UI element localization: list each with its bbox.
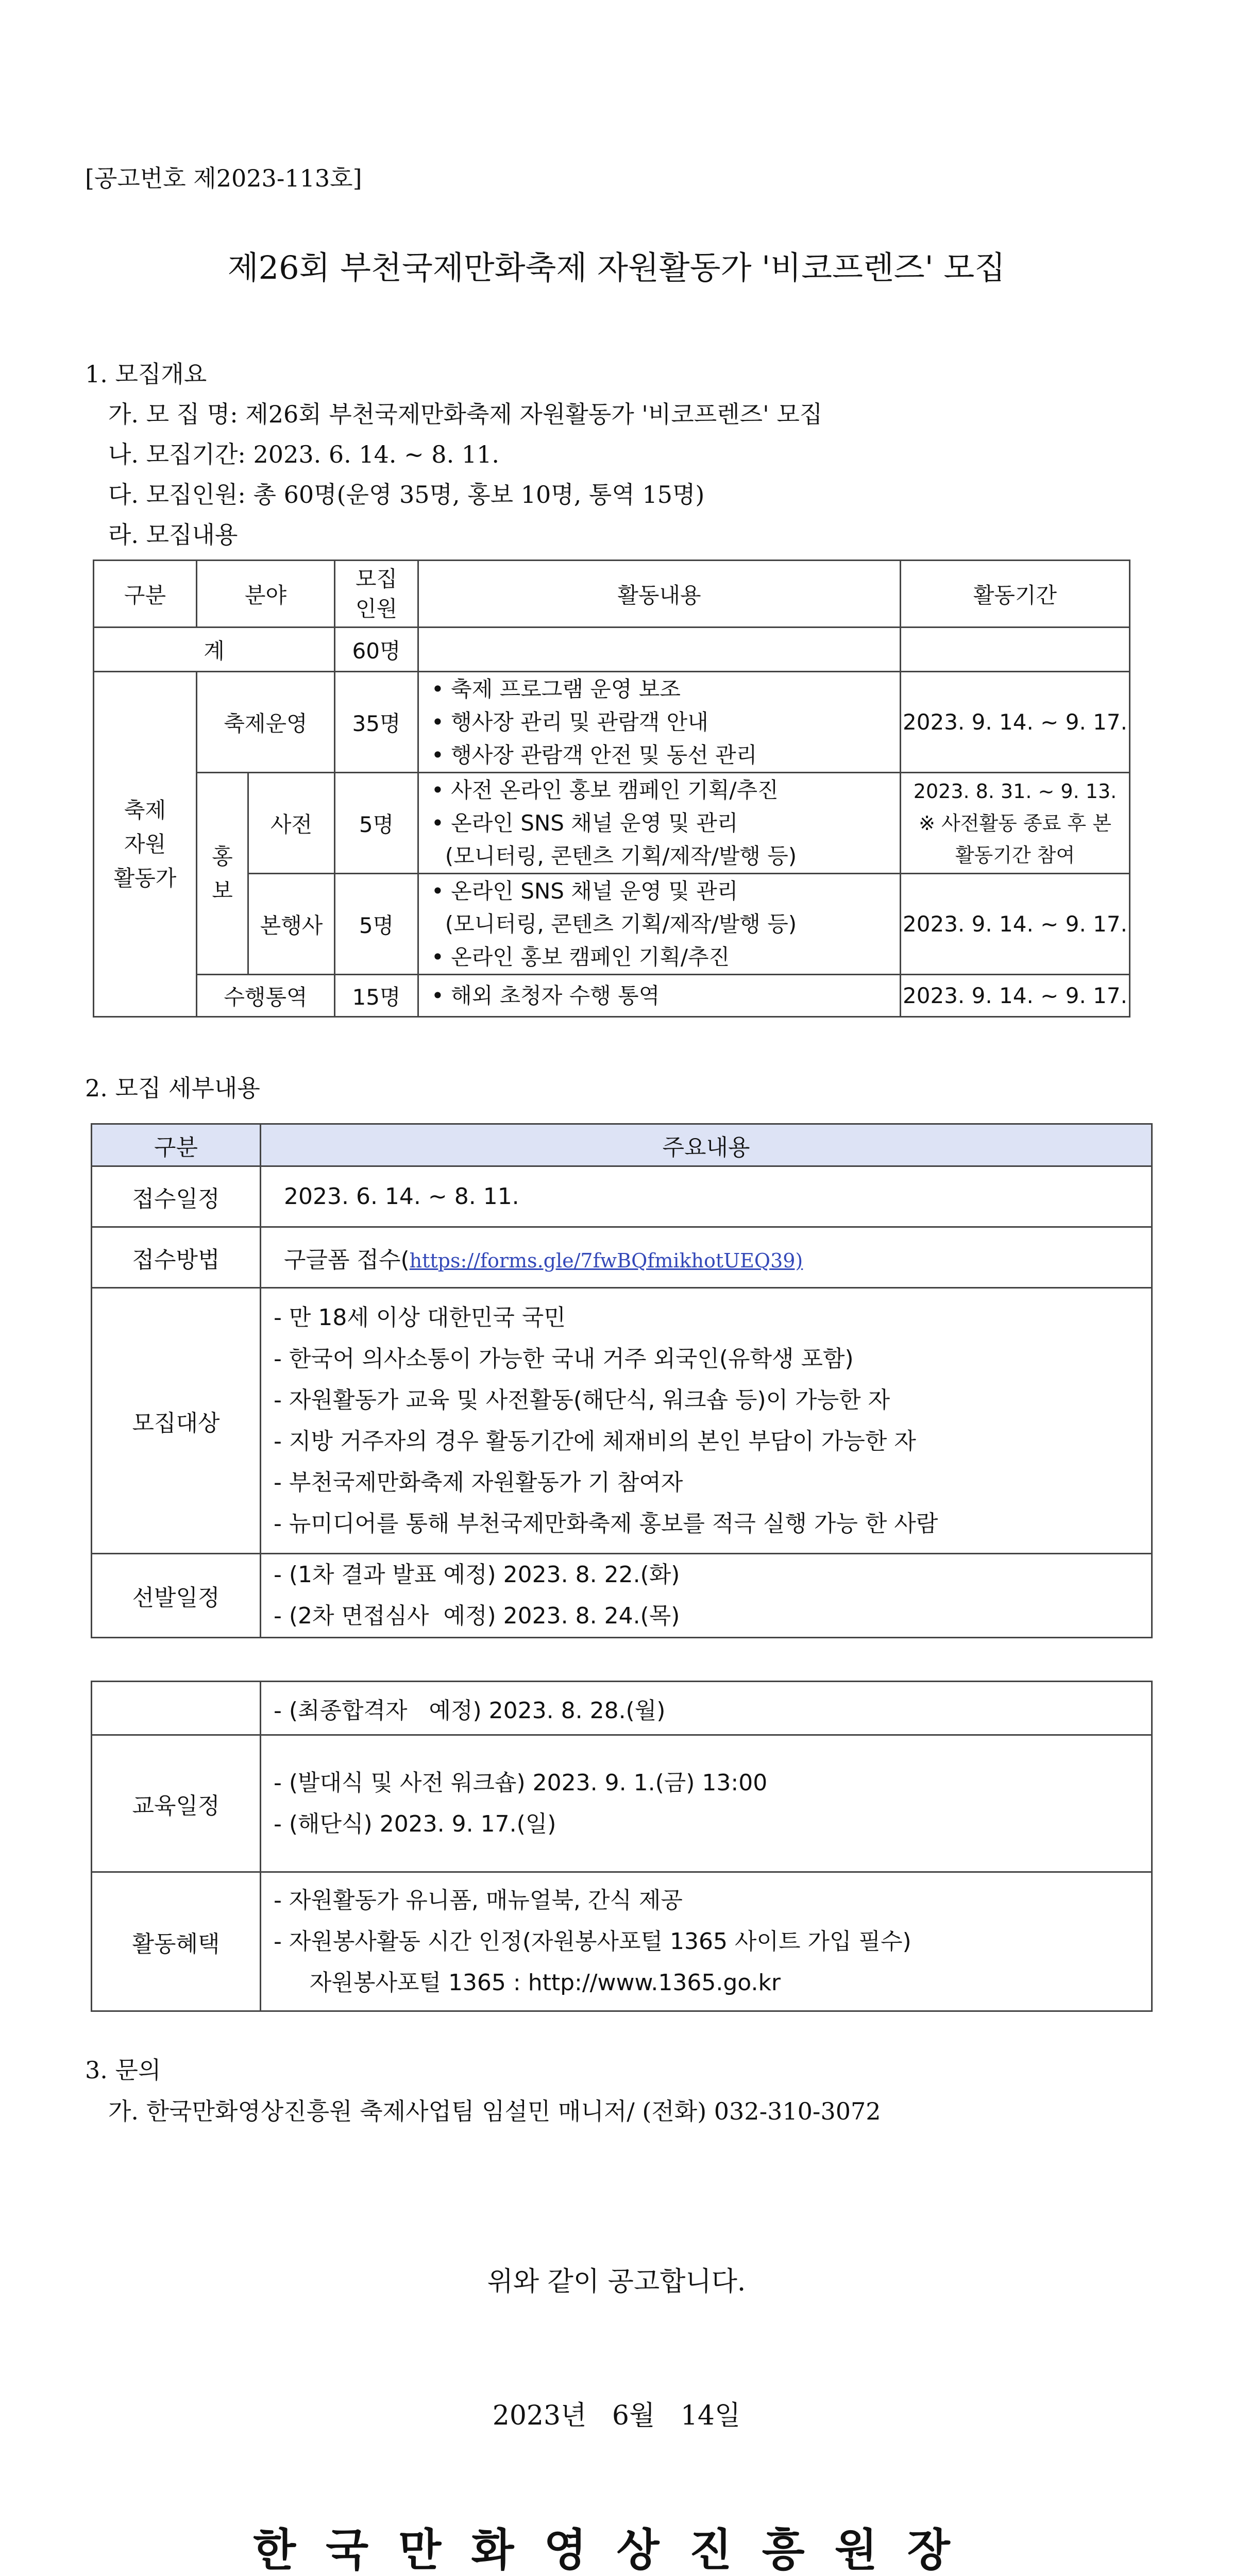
promo-label: 홍 보 [197, 773, 248, 975]
section3-heading: 3. 문의 [85, 2056, 161, 2084]
closing-statement: 위와 같이 공고합니다. [487, 2266, 746, 2297]
total-count: 60명 [335, 628, 418, 672]
section2-heading: 2. 모집 세부내용 [85, 1074, 260, 1102]
section1-item: 다. 모집인원: 총 60명(운영 35명, 홍보 10명, 통역 15명) [108, 481, 705, 509]
content-line: - (발대식 및 사전 워크숍) 2023. 9. 1.(금) 13:00 [274, 1769, 768, 1796]
table-row [94, 672, 1130, 773]
header-content: 주요내용 [261, 1124, 1152, 1166]
header-activities: 활동내용 [418, 561, 901, 628]
count-cell: 5명 [335, 773, 418, 874]
header-count: 모집 인원 [335, 561, 418, 628]
header-category: 구분 [94, 561, 197, 628]
table-row [92, 1166, 1152, 1227]
period-cell: 2023. 8. 31. ~ 9. 13. ※ 사전활동 종료 후 본 활동기간 참여 [901, 773, 1130, 874]
field-cell: 사전 [248, 773, 335, 874]
table-row-total [94, 628, 1130, 672]
table-header-row [92, 1124, 1152, 1166]
field-cell: 축제운영 [197, 672, 335, 773]
page-title: 제26회 부천국제만화축제 자원활동가 '비코프렌즈' 모집 [227, 249, 1006, 286]
content-line: - 자원활동가 교육 및 사전활동(해단식, 워크숍 등)이 가능한 자 [274, 1386, 890, 1413]
recruitment-table [93, 560, 1130, 1018]
header-field: 분야 [197, 561, 335, 628]
table-row [92, 1227, 1152, 1288]
google-form-link[interactable]: https://forms.gle/7fwBQfmikhotUEQ39) [409, 1249, 803, 1272]
activity-cell [418, 874, 901, 975]
table-header-row [94, 561, 1130, 628]
section1-heading: 1. 모집개요 [85, 360, 207, 388]
activity-line: (모니터링, 콘텐츠 기획/제작/발행 등) [431, 843, 797, 869]
table-row [92, 1554, 1152, 1638]
content-line: - 자원봉사활동 시간 인정(자원봉사포털 1365 사이트 가입 필수) [274, 1928, 911, 1955]
row-label: 활동혜택 [92, 1872, 261, 2011]
row-content: - (최종합격자 예정) 2023. 8. 28.(월) [261, 1682, 1152, 1735]
row-content: 2023. 6. 14. ~ 8. 11. [261, 1166, 1152, 1227]
details-table [91, 1123, 1153, 1638]
row-label: 교육일정 [92, 1735, 261, 1872]
count-cell: 15명 [335, 975, 418, 1017]
content-line: - (2차 면접심사 예정) 2023. 8. 24.(목) [274, 1603, 680, 1629]
table-row [94, 773, 1130, 874]
content-line: - 뉴미디어를 통해 부천국제만화축제 홍보를 적극 실행 가능 한 사람 [274, 1510, 938, 1537]
period-cell: 2023. 9. 14. ~ 9. 17. [901, 874, 1130, 975]
activity-cell [418, 773, 901, 874]
group-label: 축제 자원 활동가 [94, 672, 197, 1017]
table-row [94, 874, 1130, 975]
field-cell: 본행사 [248, 874, 335, 975]
details-table-continued [91, 1681, 1153, 2012]
activity-line: • 온라인 SNS 채널 운영 및 관리 [431, 810, 738, 836]
content-line: - (1차 결과 발표 예정) 2023. 8. 22.(화) [274, 1562, 680, 1588]
section1-item: 라. 모집내용 [108, 521, 238, 549]
row-content [261, 1288, 1152, 1554]
content-line: - (해단식) 2023. 9. 17.(일) [274, 1810, 556, 1837]
activity-line: • 사전 온라인 홍보 캠페인 기획/추진 [431, 777, 779, 803]
activity-line: • 해외 초청자 수행 통역 [431, 982, 660, 1008]
activity-line: • 축제 프로그램 운영 보조 [431, 676, 681, 702]
total-label: 계 [94, 628, 335, 672]
count-cell: 5명 [335, 874, 418, 975]
row-label: 모집대상 [92, 1288, 261, 1554]
table-row [92, 1735, 1152, 1872]
table-row [92, 1288, 1152, 1554]
row-label: 접수일정 [92, 1166, 261, 1227]
content-line: - 만 18세 이상 대한민국 국민 [274, 1304, 566, 1331]
table-row [92, 1872, 1152, 2011]
period-cell: 2023. 9. 14. ~ 9. 17. [901, 672, 1130, 773]
activity-line: • 온라인 SNS 채널 운영 및 관리 [431, 878, 738, 904]
activity-cell [418, 672, 901, 773]
period-cell: 2023. 9. 14. ~ 9. 17. [901, 975, 1130, 1017]
announcement-date: 2023년 6월 14일 [492, 2400, 741, 2431]
activity-line: • 행사장 관람객 안전 및 동선 관리 [431, 742, 757, 768]
table-row [94, 975, 1130, 1017]
header-category: 구분 [92, 1124, 261, 1166]
section1-item: 나. 모집기간: 2023. 6. 14. ~ 8. 11. [108, 440, 499, 468]
content-line: 자원봉사포털 1365 : http://www.1365.go.kr [274, 1969, 781, 1996]
table-row [92, 1682, 1152, 1735]
notice-number: [공고번호 제2023-113호] [85, 164, 362, 192]
field-cell: 수행통역 [197, 975, 335, 1017]
activity-line: • 행사장 관리 및 관람객 안내 [431, 709, 708, 735]
activity-cell [418, 975, 901, 1017]
row-label: 접수방법 [92, 1227, 261, 1288]
row-content [261, 1554, 1152, 1638]
content-line: - 한국어 의사소통이 가능한 국내 거주 외국인(유학생 포함) [274, 1345, 854, 1372]
row-content [261, 1872, 1152, 2011]
contact-line: 가. 한국만화영상진흥원 축제사업팀 임설민 매니저/ (전화) 032-310-3072 [108, 2097, 881, 2125]
row-label: 선발일정 [92, 1554, 261, 1638]
content-line: - 부천국제만화축제 자원활동가 기 참여자 [274, 1469, 683, 1496]
header-period: 활동기간 [901, 561, 1130, 628]
apply-method-text: 구글폼 접수( [284, 1246, 410, 1273]
content-line: - 자원활동가 유니폼, 매뉴얼북, 간식 제공 [274, 1887, 683, 1913]
section1-item: 가. 모 집 명: 제26회 부천국제만화축제 자원활동가 '비코프렌즈' 모집 [108, 400, 823, 428]
issuer-name: 한국만화영상진흥원장 [253, 2524, 980, 2576]
row-content [261, 1735, 1152, 1872]
activity-line: (모니터링, 콘텐츠 기획/제작/발행 등) [431, 911, 797, 937]
row-label [92, 1682, 261, 1735]
count-cell: 35명 [335, 672, 418, 773]
activity-line: • 온라인 홍보 캠페인 기획/추진 [431, 944, 730, 970]
content-line: - 지방 거주자의 경우 활동기간에 체재비의 본인 부담이 가능한 자 [274, 1428, 916, 1454]
row-content [261, 1227, 1152, 1288]
